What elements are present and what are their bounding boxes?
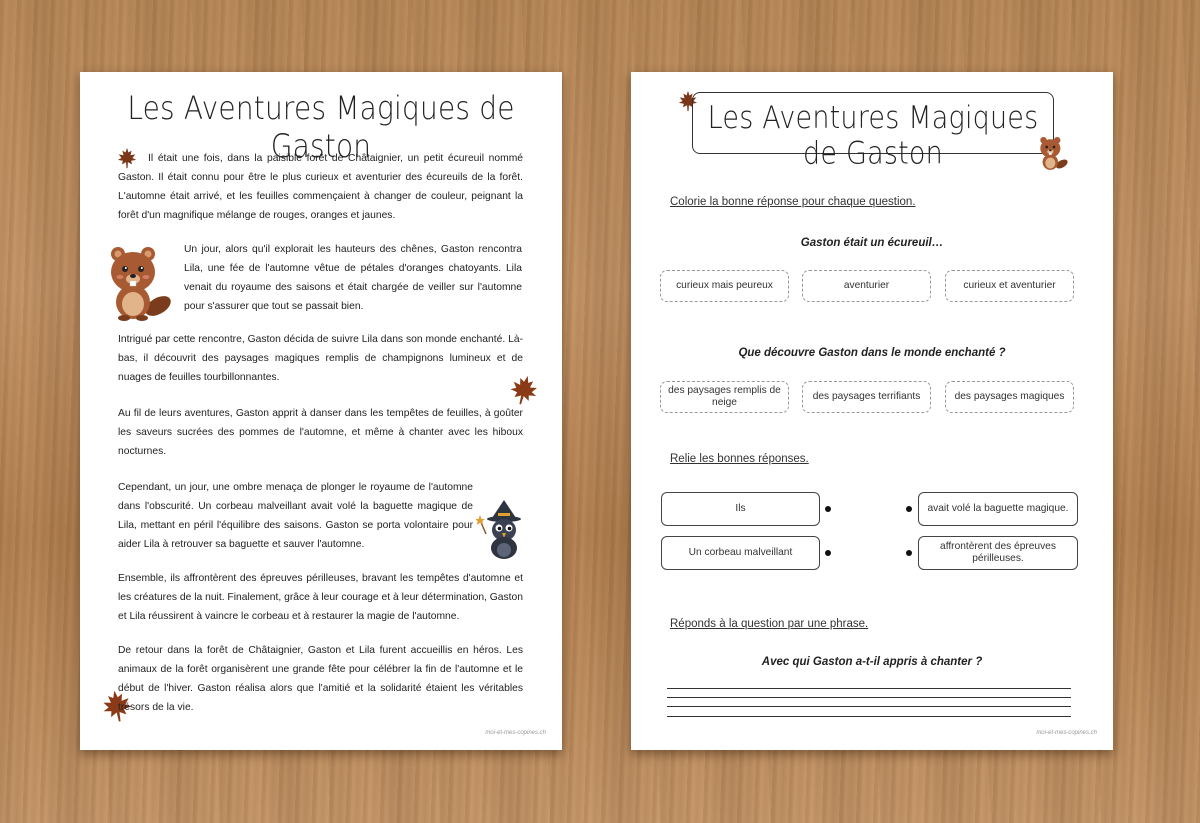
worksheet-page xyxy=(631,72,1113,750)
match-dot[interactable] xyxy=(825,506,831,512)
beaver-icon xyxy=(1038,127,1070,179)
answer-option[interactable]: aventurier xyxy=(802,270,931,302)
answer-line[interactable] xyxy=(667,716,1071,717)
question-2: Que découvre Gaston dans le monde enchanté ? xyxy=(738,347,1006,359)
answer-line[interactable] xyxy=(667,697,1071,698)
instruction-colorie: Colorie la bonne réponse pour chaque question. xyxy=(670,196,916,208)
instruction-reponds: Réponds à la question par une phrase. xyxy=(670,618,869,630)
answer-option[interactable]: curieux et aventurier xyxy=(945,270,1074,302)
footer-watermark: moi-et-mes-copines.ch xyxy=(485,730,546,736)
story-paragraph-4: Au fil de leurs aventures, Gaston apprit à danser dans les tempêtes de feuilles, à goûter les saveurs sucrées des pommes de l'automne, et même à chanter avec les hiboux nocturnes. xyxy=(118,408,523,457)
story-paragraph-7: De retour dans la forêt de Châtaignier, Gaston et Lila furent accueillis en héros. Les animaux de la forêt organisèrent une grande fête pour célébrer la fin de l'automne et le début de l'hiver. Gaston réalisa alors que l'amitié et la solidarité étaient les véritables trésors de la vie. xyxy=(118,645,523,713)
answer-option[interactable]: curieux mais peureux xyxy=(660,270,789,302)
beaver-icon xyxy=(106,242,176,322)
match-right-item[interactable]: affrontèrent des épreuves périlleuses. xyxy=(918,536,1078,570)
maple-leaf-icon xyxy=(508,374,540,406)
instruction-relie: Relie les bonnes réponses. xyxy=(670,453,809,465)
story-paragraph-5: Cependant, un jour, une ombre menaça de plonger le royaume de l'automne dans l'obscurité. Un corbeau malveillant avait volé la baguette magique de Lila, mettant en péril l'équilibre des saisons. Gaston se porta volontaire pour aider Lila à retrouver sa baguette et sauver l'automne. xyxy=(118,482,473,550)
footer-watermark: moi-et-mes-copines.ch xyxy=(1036,730,1097,736)
story-paragraph-2: Un jour, alors qu'il explorait les hauteurs des chênes, Gaston rencontra Lila, une fée de l'automne vêtue de pétales d'oranges chatoyants. Lila venait du royaume des saisons et était chargée de veiller sur l'automne pour s'assurer que tout se passait bien. xyxy=(184,244,522,312)
match-dot[interactable] xyxy=(906,506,912,512)
question-1: Gaston était un écureuil… xyxy=(800,237,944,249)
answer-option[interactable]: des paysages remplis de neige xyxy=(660,381,789,413)
answer-option[interactable]: des paysages magiques xyxy=(945,381,1074,413)
match-left-item[interactable]: Ils xyxy=(661,492,820,526)
answer-option[interactable]: des paysages terrifiants xyxy=(802,381,931,413)
story-title: Les Aventures Magiques de Gaston xyxy=(127,89,515,165)
worksheet-title: Les Aventures Magiques de Gaston xyxy=(707,100,1039,172)
crow-wizard-icon xyxy=(476,500,532,560)
match-right-item[interactable]: avait volé la baguette magique. xyxy=(918,492,1078,526)
answer-line[interactable] xyxy=(667,706,1071,707)
question-3: Avec qui Gaston a-t-il appris à chanter ? xyxy=(761,656,983,668)
answer-line[interactable] xyxy=(667,688,1071,689)
story-paragraph-1: Il était une fois, dans la paisible forêt de Châtaignier, un petit écureuil nommé Gaston. Il était connu pour être le plus curieux et aventurier des écureuils de la forêt. L'automne était arrivé, et les feuilles commençaient à changer de couleur, peignant la forêt d'un magnifique mélange de rouges, oranges et jaunes. xyxy=(118,153,523,221)
worksheet-title-box xyxy=(692,92,1054,172)
match-dot[interactable] xyxy=(906,550,912,556)
match-left-item[interactable]: Un corbeau malveillant xyxy=(661,536,820,570)
story-page xyxy=(80,72,562,750)
match-dot[interactable] xyxy=(825,550,831,556)
story-paragraph-6: Ensemble, ils affrontèrent des épreuves périlleuses, bravant les tempêtes d'automne et les créatures de la nuit. Finalement, grâce à leur courage et à leur détermination, Gaston et Lila réussirent à vaincre le corbeau et à restaurer la magie de l'automne. xyxy=(118,573,523,622)
story-paragraph-3: Intrigué par cette rencontre, Gaston décida de suivre Lila dans son monde enchanté. Là-bas, il découvrit des paysages magiques remplis de champignons lumineux et de nuages de feuilles tourbillonnantes. xyxy=(118,334,523,383)
